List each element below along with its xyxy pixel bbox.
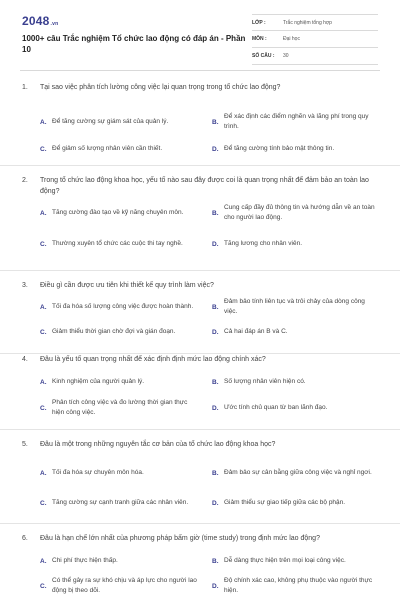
option-text: Dễ dàng thực hiện trên mọi loại công việc. bbox=[224, 557, 346, 564]
header-divider bbox=[20, 70, 380, 71]
question-number: 6. bbox=[22, 535, 28, 542]
answer-option-c[interactable] bbox=[40, 322, 198, 342]
option-text: Độ chính xác cao, không phụ thuộc vào người thực hiện. bbox=[224, 577, 373, 594]
answer-option-b[interactable] bbox=[212, 553, 380, 569]
question-item bbox=[0, 82, 400, 166]
answer-option-a[interactable] bbox=[40, 199, 198, 227]
option-letter: C. bbox=[40, 145, 47, 153]
option-letter: D. bbox=[212, 404, 219, 412]
option-text: Ước tính chủ quan từ ban lãnh đạo. bbox=[224, 404, 328, 411]
option-text: Tăng lương cho nhân viên. bbox=[224, 240, 302, 247]
question-number: 5. bbox=[22, 441, 28, 448]
answer-option-c[interactable] bbox=[40, 230, 198, 258]
option-letter: B. bbox=[212, 209, 219, 217]
meta-row-count bbox=[252, 48, 378, 65]
option-letter: D. bbox=[212, 499, 219, 507]
question-number: 4. bbox=[22, 356, 28, 363]
option-letter: A. bbox=[40, 378, 47, 386]
meta-row-class bbox=[252, 14, 378, 31]
option-letter: A. bbox=[40, 469, 47, 477]
question-text: Đâu là một trong những nguyên tắc cơ bản của tổ chức lao động khoa học? bbox=[40, 441, 276, 448]
question-number: 2. bbox=[22, 177, 28, 184]
question-text: Đâu là yếu tố quan trọng nhất để xác định định mức lao động chính xác? bbox=[40, 356, 266, 363]
option-text: Tăng cường sự cạnh tranh giữa các nhân viên. bbox=[52, 499, 189, 506]
option-text: Để xác định các điểm nghẽn và lãng phí trong quy trình. bbox=[224, 113, 369, 130]
option-letter: C. bbox=[40, 240, 47, 248]
question-item bbox=[0, 524, 400, 600]
logo-text: 2048 bbox=[22, 14, 50, 28]
answer-option-b[interactable] bbox=[212, 199, 380, 227]
option-text: Cả hai đáp án B và C. bbox=[224, 328, 288, 335]
document-meta-table bbox=[252, 14, 378, 65]
option-text: Đảm bảo tính liên tục và trôi chảy của dòng công việc. bbox=[224, 298, 365, 315]
answer-option-d[interactable] bbox=[212, 230, 380, 258]
question-number: 3. bbox=[22, 282, 28, 289]
meta-row-subject bbox=[252, 31, 378, 48]
page-header bbox=[0, 0, 400, 70]
answer-option-d[interactable] bbox=[212, 322, 380, 342]
answer-option-b[interactable] bbox=[212, 374, 380, 390]
option-text: Chi phí thực hiện thấp. bbox=[52, 557, 118, 564]
option-text: Đảm bảo sự cân bằng giữa công việc và nghỉ ngơi. bbox=[224, 469, 372, 476]
question-item bbox=[0, 166, 400, 271]
question-item bbox=[0, 354, 400, 430]
answer-option-a[interactable] bbox=[40, 295, 198, 319]
option-letter: D. bbox=[212, 145, 219, 153]
option-text: Để tăng cường tính bảo mật thông tin. bbox=[224, 145, 335, 152]
option-text: Tối đa hóa số lượng công việc được hoàn thành. bbox=[52, 303, 194, 310]
option-text: Giảm thiểu thời gian chờ đợi và gián đoạn. bbox=[52, 328, 176, 335]
option-letter: A. bbox=[40, 118, 47, 126]
option-text: Phân tích công việc và đo lường thời gian thực hiện công việc. bbox=[52, 399, 188, 416]
option-letter: C. bbox=[40, 582, 47, 590]
option-text: Thường xuyên tổ chức các cuộc thi tay nghề. bbox=[52, 240, 183, 247]
option-letter: C. bbox=[40, 328, 47, 336]
option-letter: D. bbox=[212, 582, 219, 590]
document-title: 1000+ câu Trắc nghiệm Tổ chức lao động có đáp án - Phần 10 bbox=[22, 34, 246, 54]
option-letter: D. bbox=[212, 328, 219, 336]
meta-label-class: LỚP : bbox=[252, 19, 266, 26]
answer-option-c[interactable] bbox=[40, 395, 198, 421]
answer-option-c[interactable] bbox=[40, 138, 198, 160]
logo-suffix: .vn bbox=[50, 21, 59, 27]
option-text: Có thể gây ra sự khó chịu và áp lực cho người lao động bị theo dõi. bbox=[52, 577, 197, 594]
option-letter: C. bbox=[40, 499, 47, 507]
meta-value-class: Trắc nghiệm tổng hợp bbox=[283, 19, 332, 26]
meta-label-subject: MÔN : bbox=[252, 36, 267, 42]
question-text: Điều gì cần được ưu tiên khi thiết kế quy trình làm việc? bbox=[40, 282, 214, 289]
option-text: Giảm thiểu sự giao tiếp giữa các bộ phận. bbox=[224, 499, 346, 506]
option-letter: A. bbox=[40, 303, 47, 311]
answer-option-a[interactable] bbox=[40, 553, 198, 569]
question-item bbox=[0, 430, 400, 524]
option-text: Cung cấp đầy đủ thông tin và hướng dẫn về an toàn cho người lao động. bbox=[224, 204, 375, 221]
option-text: Số lượng nhân viên hiện có. bbox=[224, 378, 306, 385]
answer-option-c[interactable] bbox=[40, 490, 198, 516]
question-number: 1. bbox=[22, 84, 28, 91]
option-letter: B. bbox=[212, 557, 219, 565]
option-text: Để tăng cường sự giám sát của quản lý. bbox=[52, 118, 169, 125]
answer-option-a[interactable] bbox=[40, 110, 198, 134]
option-text: Để giảm số lượng nhân viên cần thiết. bbox=[52, 145, 163, 152]
option-letter: B. bbox=[212, 303, 219, 311]
option-letter: B. bbox=[212, 118, 219, 126]
option-letter: D. bbox=[212, 240, 219, 248]
question-text: Tại sao việc phân tích lường công việc lại quan trọng trong tổ chức lao động? bbox=[40, 84, 281, 91]
question-text: Đâu là hạn chế lớn nhất của phương pháp bấm giờ (time study) trong định mức lao động? bbox=[40, 535, 320, 542]
option-letter: C. bbox=[40, 404, 47, 412]
option-text: Tối đa hóa sự chuyên môn hóa. bbox=[52, 469, 144, 476]
answer-option-d[interactable] bbox=[212, 574, 380, 598]
question-text: Trong tổ chức lao động khoa học, yếu tố nào sau đây được coi là quan trọng nhất để đảm bảo an toàn lao động? bbox=[40, 177, 369, 195]
answer-option-b[interactable] bbox=[212, 295, 380, 319]
question-item bbox=[0, 271, 400, 354]
option-letter: B. bbox=[212, 378, 219, 386]
answer-option-a[interactable] bbox=[40, 374, 198, 390]
option-text: Tăng cường đào tạo về kỹ năng chuyên môn. bbox=[52, 209, 184, 216]
answer-option-d[interactable] bbox=[212, 490, 380, 516]
meta-value-count: 30 bbox=[283, 53, 289, 59]
option-text: Kinh nghiệm của người quản lý. bbox=[52, 378, 145, 385]
answer-option-b[interactable] bbox=[212, 461, 380, 485]
site-logo[interactable] bbox=[22, 14, 58, 28]
option-letter: B. bbox=[212, 469, 219, 477]
answer-option-b[interactable] bbox=[212, 110, 380, 134]
answer-option-a[interactable] bbox=[40, 461, 198, 485]
answer-option-c[interactable] bbox=[40, 574, 198, 598]
answer-option-d[interactable] bbox=[212, 395, 380, 421]
meta-value-subject: Đại học bbox=[283, 36, 300, 42]
option-letter: A. bbox=[40, 209, 47, 217]
option-letter: A. bbox=[40, 557, 47, 565]
meta-label-count: SỐ CÂU : bbox=[252, 53, 275, 59]
answer-option-d[interactable] bbox=[212, 138, 380, 160]
